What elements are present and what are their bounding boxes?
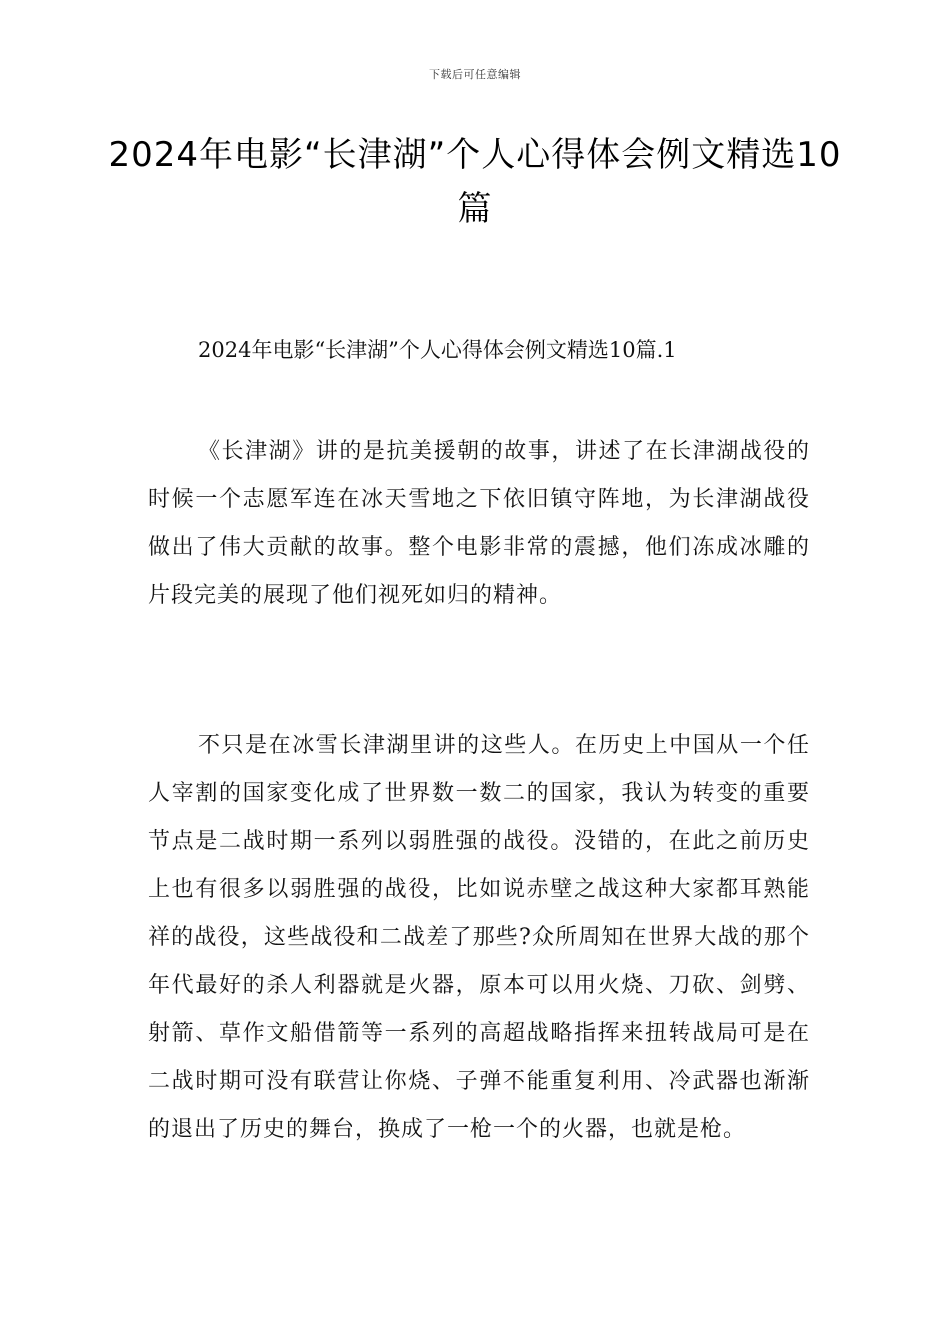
document-title: 2024年电影“长津湖”个人心得体会例文精选10篇 xyxy=(108,135,842,229)
paragraph-2: 不只是在冰雪长津湖里讲的这些人。在历史上中国从一个任人宰割的国家变化成了世界数一数二的国家，我认为转变的重要节点是二战时期一系列以弱胜强的战役。没错的，在此之前历史上也有很多以弱胜强的战役，比如说赤壁之战这种大家都耳熟能祥的战役，这些战役和二战差了那些?众所周知在世界大战的那个年代最好的杀人利器就是火器，原本可以用火烧、刀砍、剑劈、射箭、草作文船借箭等一系列的高超战略指挥来扭转战局可是在二战时期可没有联营让你烧、子弹不能重复利用、冷武器也渐渐的退出了历史的舞台，换成了一枪一个的火器，也就是枪。 xyxy=(148,733,810,1142)
section-heading: 2024年电影“长津湖”个人心得体会例文精选10篇.1 xyxy=(198,338,677,362)
header-note: 下载后可任意编辑 xyxy=(429,68,521,81)
paragraph-1: 《长津湖》讲的是抗美援朝的故事，讲述了在长津湖战役的时候一个志愿军连在冰天雪地之下依旧镇守阵地，为长津湖战役做出了伟大贡献的故事。整个电影非常的震撼，他们冻成冰雕的片段完美的展现了他们视死如归的精神。 xyxy=(148,439,810,608)
